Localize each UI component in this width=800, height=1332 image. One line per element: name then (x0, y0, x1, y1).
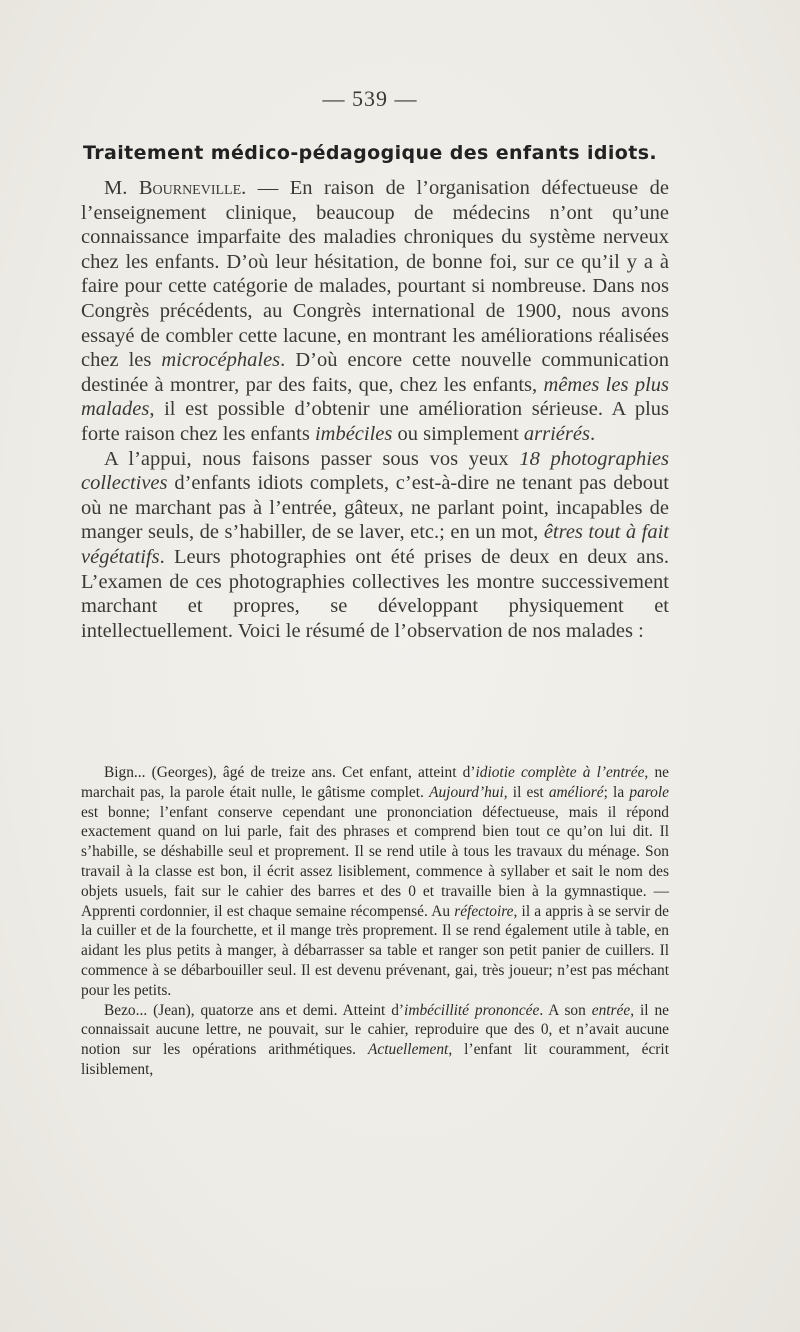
text-run: , il est (503, 783, 549, 801)
text-run: A l’appui, nous faisons passer sous vos yeux (104, 447, 520, 470)
text-run: . (589, 422, 596, 445)
emphasis: 18 photographies collectives (81, 447, 669, 495)
text-run: ; la (603, 783, 630, 801)
case-bign (81, 763, 669, 1001)
emphasis: imbécillité prononcée (404, 1001, 540, 1019)
section-title: Traitement médico-pédagogique des enfants idiots. (82, 142, 658, 164)
text-run: est bonne; l’enfant conserve cependant une prononciation défectueuse, mais il répond exactement quand on lui parle, fait des phrases et comprend bien tout ce qu’on lui dit. Il s’habille, se déshabille seul et proprement. Il se rend utile à tous les travaux du ménage. Son travail à la classe est bon, il écrit assez lisiblement, commence à syllaber et sait le nom des objets usuels, fait sur le cahier des barres et des 0 et travaille bien à la gymnastique. — Apprenti cordonnier, il est chaque semaine récompensé. Au (81, 803, 669, 920)
text-run: . — En raison de l’organisation défectueuse de l’enseignement clinique, beaucoup de médecins n’ont qu’une connaissance imparfaite des maladies chroniques du système nerveux chez les enfants. D’où leur hésitation, de bonne foi, sur ce qu’il y a à faire pour cette catégorie de malades, pourtant si nombreuse. Dans nos Congrès précédents, au Congrès international de 1900, nous avons essayé de combler cette lacune, en montrant les améliorations réalisées chez les (81, 177, 669, 372)
case-bezo (81, 1001, 669, 1080)
text-run: , il ne connaissait aucune lettre, ne pouvait, sur le cahier, reproduire que des 0, et n’avait aucune notion sur les opérations arithmétiques. (81, 1001, 669, 1059)
paragraph-intro (81, 176, 669, 447)
emphasis: arriérés (523, 422, 590, 445)
text-run: . Leurs photographies ont été prises de deux en deux ans. L’examen de ces photographies collectives les montre successivement marchant et propres, se développant physiquement et intellectuellement. Voici le résumé de l’observation de nos malades : (81, 545, 669, 642)
emphasis: imbéciles (314, 422, 393, 445)
speaker-name: Bourneville (138, 177, 242, 199)
speaker-prefix: M. (104, 177, 139, 199)
page-number: — 539 — (322, 86, 418, 111)
emphasis: êtres tout à fait végétatifs (81, 521, 669, 568)
emphasis: mêmes les plus malades (81, 373, 669, 421)
text-run: , il a appris à se servir de la cuiller et de la fourchette, et il mange très proprement. Il se rend également utile à table, en aidant les plus petits à manger, à débarrasser sa table et ranger son petit panier de cuillers. Il commence à se débarbouiller seul. Il est devenu prévenant, gai, très joueur; n’est pas méchant pour les petits. (81, 902, 669, 999)
emphasis: Actuellement (367, 1041, 449, 1059)
emphasis: idiotie complète à l’entrée (475, 764, 645, 781)
text-run: d’enfants idiots complets, c’est-à-dire ne tenant pas debout où ne marchant pas à l’entrée, gâteux, ne parlant point, incapables de manger seuls, de s’habiller, de se laver, etc.; en un mot, (81, 472, 669, 544)
main-text (81, 176, 669, 643)
emphasis: microcéphales (161, 349, 281, 372)
paragraph-photographs (81, 447, 669, 644)
case-observations (81, 763, 669, 1080)
emphasis: amélioré (548, 783, 604, 801)
text-run: Bezo... (Jean), quatorze ans et demi. Atteint d’ (104, 1001, 405, 1019)
text-run: . A son (539, 1001, 592, 1019)
emphasis: réfectoire (454, 902, 514, 920)
text-run: Bign... (Georges), âgé de treize ans. Cet enfant, atteint d’ (104, 764, 476, 781)
text-run: ou simplement (392, 422, 524, 445)
emphasis: entrée (591, 1001, 631, 1019)
text-run: . D’où encore cette nouvelle communication destinée à montrer, par des faits, que, chez les enfants, (81, 349, 669, 396)
text-run: , il est possible d’obtenir une amélioration sérieuse. A plus forte raison chez les enfants (81, 398, 669, 445)
emphasis: parole (629, 783, 669, 801)
text-run: , l’enfant lit couramment, écrit lisiblement, (81, 1041, 669, 1078)
text-run: , ne marchait pas, la parole était nulle, le gâtisme complet. (81, 764, 669, 801)
emphasis: Aujourd’hui (429, 783, 504, 801)
